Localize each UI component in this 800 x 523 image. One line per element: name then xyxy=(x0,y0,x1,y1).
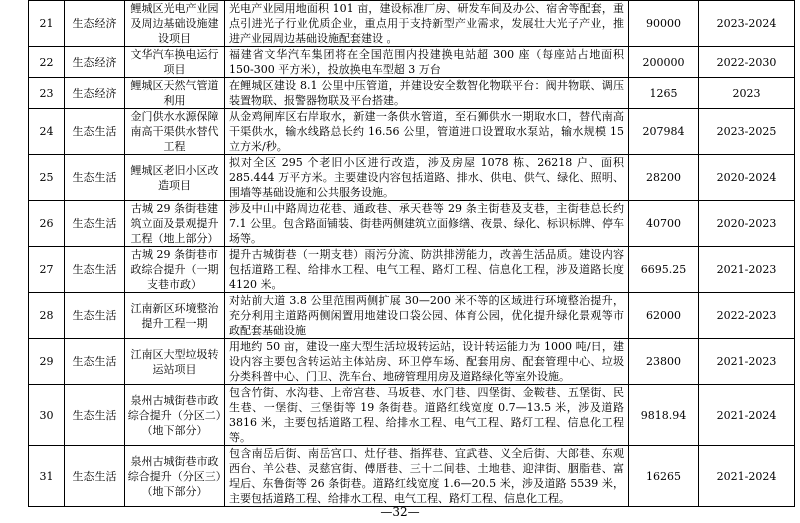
table-row xyxy=(29,201,795,247)
content-cell: 包含南岳后街、南岳宫口、灶仔巷、指挥巷、宜武巷、义全后街、大郎巷、东观西台、羊公巷、灵慈宫街、傅厝巷、三十二间巷、土地巷、迎津街、胭脂巷、富埕后、东鲁街等 26 条街巷。道路红线宽度 1.6—20.5 米，涉及道路 5539 米，主要包括道路工程、给排水工程、电气工程、路灯工程、信息化工程。 xyxy=(225,446,629,507)
project-name-cell: 古城 29 条街巷市政综合提升（一期支巷市政） xyxy=(125,247,225,293)
table-row xyxy=(29,339,795,385)
investment-cell: 207984 xyxy=(629,109,699,155)
category-cell: 生态生活 xyxy=(65,155,125,201)
period-cell: 2023-2025 xyxy=(699,109,795,155)
table-row xyxy=(29,1,795,47)
content-cell: 拟对全区 295 个老旧小区进行改造，涉及房屋 1078 栋、26218 户、面积 285.444 万平方米。主要建设内容包括道路、排水、供电、供气、绿化、照明、围墙等基础设施和公共服务设施。 xyxy=(225,155,629,201)
investment-cell: 6695.25 xyxy=(629,247,699,293)
investment-cell: 40700 xyxy=(629,201,699,247)
content-cell: 光电产业园用地面积 101 亩，建设标准厂房、研发车间及办公、宿舍等配套，重点引进光子行业优质企业，重点用于支持新型产业需求，发展壮大光子产业，推进产业园周边基础设施配套建设 。 xyxy=(225,1,629,47)
project-name-cell: 泉州古城街巷市政综合提升（分区三）（地下部分） xyxy=(125,446,225,507)
investment-cell: 9818.94 xyxy=(629,385,699,446)
investment-cell: 90000 xyxy=(629,1,699,47)
row-number: 31 xyxy=(29,446,65,507)
content-cell: 提升古城街巷（一期支巷）雨污分流、防洪排涝能力，改善生活品质。建设内容包括道路工程、给排水工程、电气工程、路灯工程、信息化工程，涉及道路长度 4120 米。 xyxy=(225,247,629,293)
row-number: 26 xyxy=(29,201,65,247)
row-number: 24 xyxy=(29,109,65,155)
content-cell: 用地约 50 亩，建设一座大型生活垃圾转运站，设计转运能力为 1000 吨/日，建设内容主要包含转运站主体站房、环卫停车场、配套用房、配套管理中心、垃圾分类科普中心、门卫、洗车台、地磅管理用房及道路绿化等室外设施。 xyxy=(225,339,629,385)
category-cell: 生态生活 xyxy=(65,201,125,247)
project-name-cell: 鲤城区天然气管道利用 xyxy=(125,78,225,109)
category-cell: 生态生活 xyxy=(65,446,125,507)
content-cell: 从金鸡闸库区右岸取水，新建一条供水管道，至石狮供水一期取水口，替代南高干渠供水，输水线路总长约 16.56 公里，管道进口设置取水泵站，输水规模 15 立方米/秒。 xyxy=(225,109,629,155)
category-cell: 生态经济 xyxy=(65,47,125,78)
investment-cell: 28200 xyxy=(629,155,699,201)
category-cell: 生态生活 xyxy=(65,293,125,339)
row-number: 25 xyxy=(29,155,65,201)
table-row xyxy=(29,109,795,155)
category-cell: 生态生活 xyxy=(65,385,125,446)
project-table-sheet xyxy=(28,0,794,507)
period-cell: 2020-2023 xyxy=(699,201,795,247)
table-row xyxy=(29,293,795,339)
investment-cell: 23800 xyxy=(629,339,699,385)
project-table xyxy=(28,0,795,507)
project-name-cell: 鲤城区光电产业园及周边基础设施建设项目 xyxy=(125,1,225,47)
project-name-cell: 金门供水水源保障南高干渠供水替代工程 xyxy=(125,109,225,155)
project-name-cell: 鲤城区老旧小区改造项目 xyxy=(125,155,225,201)
investment-cell: 200000 xyxy=(629,47,699,78)
period-cell: 2020-2024 xyxy=(699,155,795,201)
investment-cell: 1265 xyxy=(629,78,699,109)
project-name-cell: 文华汽车换电运行项目 xyxy=(125,47,225,78)
row-number: 22 xyxy=(29,47,65,78)
period-cell: 2022-2023 xyxy=(699,293,795,339)
row-number: 30 xyxy=(29,385,65,446)
content-cell: 福建省文华汽车集团将在全国范围内投建换电站超 300 座（每座站占地面积 150-300 平方米），投放换电车型超 3 万台 xyxy=(225,47,629,78)
period-cell: 2022-2030 xyxy=(699,47,795,78)
row-number: 29 xyxy=(29,339,65,385)
investment-cell: 62000 xyxy=(629,293,699,339)
content-cell: 对站前大道 3.8 公里范围两侧扩展 30—200 米不等的区域进行环境整治提升，充分利用主道路两侧闲置用地建设口袋公园、体育公园，优化提升绿化景观等市政配套基础设施 xyxy=(225,293,629,339)
category-cell: 生态生活 xyxy=(65,339,125,385)
row-number: 27 xyxy=(29,247,65,293)
period-cell: 2021-2023 xyxy=(699,339,795,385)
category-cell: 生态经济 xyxy=(65,78,125,109)
table-row xyxy=(29,47,795,78)
content-cell: 涉及中山中路周边花巷、通政巷、承天巷等 29 条主街巷及支巷，主街巷总长约 7.1 公里。包含路面铺装、街巷两侧建筑立面修缮、夜景、绿化、标识标牌、停车场等。 xyxy=(225,201,629,247)
row-number: 28 xyxy=(29,293,65,339)
row-number: 21 xyxy=(29,1,65,47)
period-cell: 2021-2023 xyxy=(699,247,795,293)
period-cell: 2021-2024 xyxy=(699,385,795,446)
investment-cell: 16265 xyxy=(629,446,699,507)
project-name-cell: 古城 29 条街巷建筑立面及景观提升工程（地上部分） xyxy=(125,201,225,247)
period-cell: 2023 xyxy=(699,78,795,109)
table-row xyxy=(29,78,795,109)
table-row xyxy=(29,385,795,446)
period-cell: 2023-2024 xyxy=(699,1,795,47)
page-number: —32— xyxy=(380,505,420,519)
content-cell: 在鲤城区建设 8.1 公里中压管道，并建设安全数智化物联平台：阀井物联、调压装置物联、报警器物联及平台搭建。 xyxy=(225,78,629,109)
category-cell: 生态生活 xyxy=(65,109,125,155)
project-name-cell: 江南新区环境整治提升工程一期 xyxy=(125,293,225,339)
project-name-cell: 泉州古城街巷市政综合提升（分区二）（地下部分） xyxy=(125,385,225,446)
table-row xyxy=(29,155,795,201)
content-cell: 包含竹街、水沟巷、上帝宫巷、马坂巷、水门巷、四堡街、金鞍巷、五堡街、民生巷、一堡街、三堡街等 19 条街巷。道路红线宽度 0.7—13.5 米，涉及道路 3816 米，主要包括道路工程、给排水工程、电气工程、路灯工程、信息化工程等。 xyxy=(225,385,629,446)
table-row xyxy=(29,446,795,507)
category-cell: 生态生活 xyxy=(65,247,125,293)
row-number: 23 xyxy=(29,78,65,109)
project-name-cell: 江南区大型垃圾转运站项目 xyxy=(125,339,225,385)
table-row xyxy=(29,247,795,293)
category-cell: 生态经济 xyxy=(65,1,125,47)
period-cell: 2021-2024 xyxy=(699,446,795,507)
